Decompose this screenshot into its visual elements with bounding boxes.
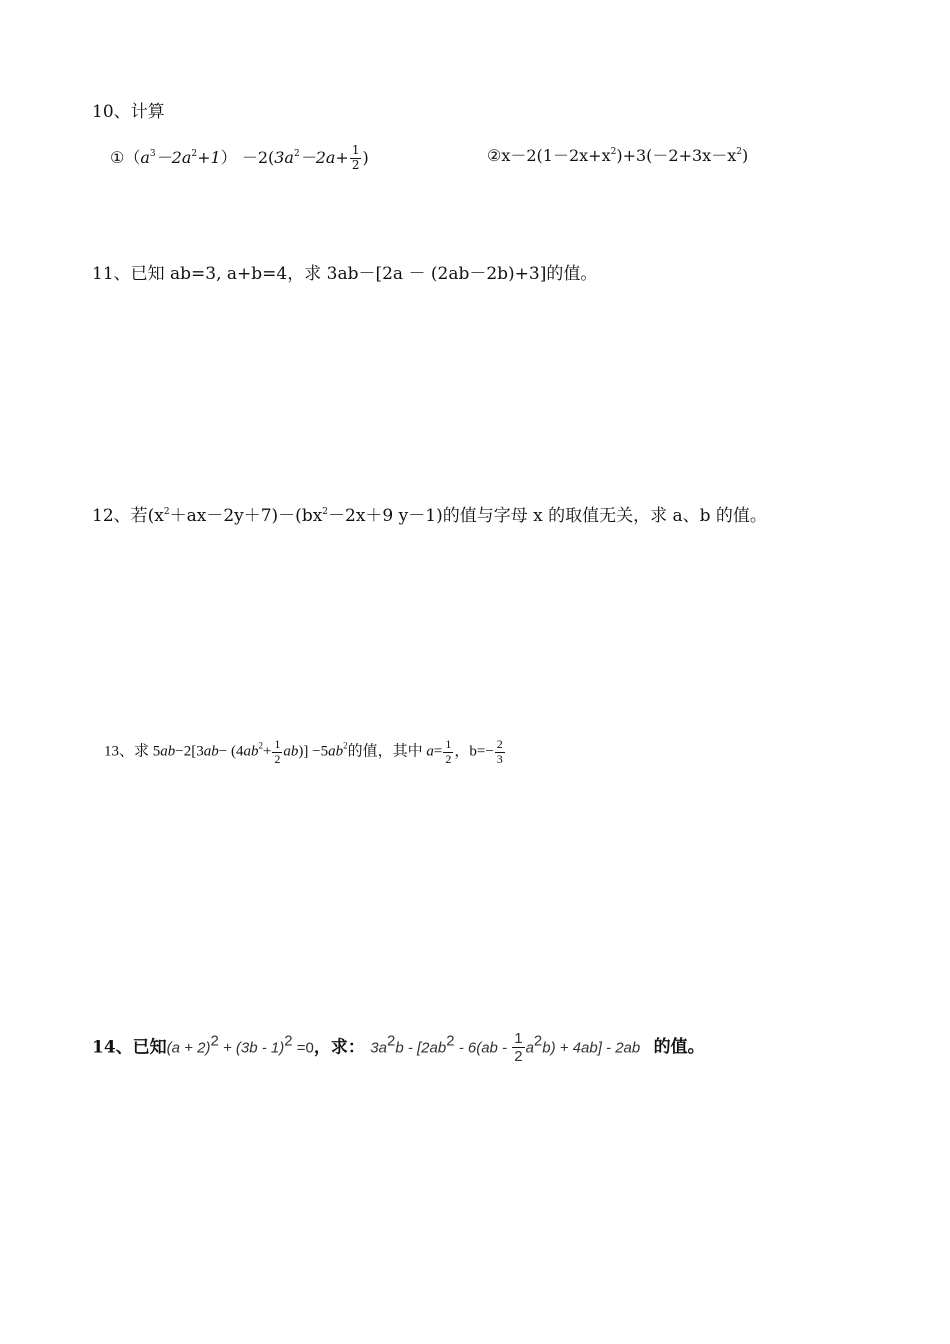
q14-cond-exp: 2 <box>210 1032 219 1050</box>
q13-ab4: ab <box>283 743 299 760</box>
q12-exp1: 2 <box>163 507 170 517</box>
q13-mid4: 的值，其中 <box>347 743 427 760</box>
q10-part1-marker: ① <box>110 147 125 167</box>
q13-a-fraction <box>443 738 453 767</box>
q10-title: 10、计算 <box>92 102 165 122</box>
q13-pre: 13、求 5 <box>104 743 161 760</box>
q13-fraction <box>272 738 282 767</box>
q10-part2-pre: x－2(1－2x+x <box>501 146 611 165</box>
fraction-denominator: 2 <box>351 157 360 172</box>
q13-b-part: ，b=− <box>454 743 494 760</box>
q13-plus: + <box>262 743 272 760</box>
q13-text <box>104 738 506 767</box>
q12-post: －2x＋9 y－1)的值与字母 x 的取值无关，求 a、b 的值。 <box>328 506 767 526</box>
q10-part1-t5: －2a+ <box>299 147 349 167</box>
q10-part1-open: （ <box>124 147 141 167</box>
q14-expr-b: b - [2ab <box>395 1039 447 1057</box>
q13-a-var: a <box>426 743 434 760</box>
q14-expr-a: 3a <box>370 1039 387 1057</box>
q10-part2-exp2: 2 <box>736 147 742 157</box>
q14-cond: (a + 2) <box>166 1039 211 1057</box>
q13-ab2: ab <box>203 743 219 760</box>
q12-exp2: 2 <box>322 507 329 517</box>
q14-expr-d-exp: 2 <box>533 1032 543 1050</box>
q14-expr-b-exp: 2 <box>446 1032 455 1050</box>
fraction-denominator: 3 <box>496 751 503 766</box>
q10-part2-marker: ② <box>487 146 502 165</box>
q10-part1-close: ） <box>220 147 237 167</box>
q14-expr-c: - 6(ab - <box>454 1039 512 1057</box>
q14-cond-end: =0 <box>292 1039 314 1057</box>
q10-part1-fraction <box>350 144 362 173</box>
q10-part1-t4-exp: 2 <box>293 148 300 159</box>
q14-expr-a-exp: 2 <box>386 1032 396 1050</box>
q10-part2-mid: )+3(－2+3x－x <box>616 146 737 165</box>
q10-part2 <box>487 148 748 164</box>
q13-mid3: )] −5 <box>298 743 329 760</box>
q14-cond2-exp: 2 <box>284 1032 293 1050</box>
q14-text <box>92 1030 705 1066</box>
q10-part1-t4: 3a <box>274 147 294 167</box>
q10-part1-t1-exp: 3 <box>149 148 156 159</box>
q14-ask: ，求： <box>313 1037 365 1058</box>
q10-part1-mid: －2 <box>241 147 268 167</box>
q10-part1-t1: a <box>140 147 150 167</box>
fraction-numerator: 1 <box>351 143 360 157</box>
q13-exp2: 2 <box>343 740 348 751</box>
q10-part1-t2-exp: 2 <box>191 148 198 159</box>
q10-part1-open2: ( <box>268 147 275 167</box>
fraction-denominator: 2 <box>445 751 452 766</box>
q13-ab1: ab <box>160 743 176 760</box>
q12-text <box>92 508 767 525</box>
q10-part2-post: ) <box>741 146 749 165</box>
q13-mid1: −2[3 <box>175 743 204 760</box>
fraction-denominator: 2 <box>274 751 281 766</box>
q14-cond2: + (3b - 1) <box>218 1039 285 1057</box>
q13-ab5: ab <box>328 743 344 760</box>
q10-part1-t3: +1 <box>197 147 221 167</box>
fraction-numerator: 2 <box>496 737 503 751</box>
q13-eq: = <box>433 743 443 760</box>
fraction-denominator: 2 <box>514 1048 523 1066</box>
q10-part1-t2: －2a <box>155 147 192 167</box>
q14-fraction <box>512 1030 524 1066</box>
q12-pre: 12、若(x <box>92 506 164 526</box>
q13-mid2: − (4 <box>218 743 244 760</box>
q14-label: 14、已知 <box>92 1037 167 1058</box>
q14-expr-d: a <box>525 1039 534 1057</box>
q13-b-fraction <box>495 738 505 767</box>
q10-part1 <box>110 144 369 173</box>
q14-expr-e: b) + 4ab] - 2ab <box>542 1039 641 1057</box>
q13-ab3: ab <box>243 743 259 760</box>
fraction-numerator: 1 <box>274 737 281 751</box>
q13-exp1: 2 <box>258 740 263 751</box>
fraction-numerator: 1 <box>445 737 452 751</box>
q11-text: 11、已知 ab=3, a+b=4，求 3ab－[2a － (2ab－2b)+3]的值。 <box>92 264 598 284</box>
q10-part1-close2: ) <box>362 147 369 167</box>
q10-part2-exp1: 2 <box>610 147 617 157</box>
fraction-numerator: 1 <box>514 1030 523 1047</box>
q14-tail: 的值。 <box>653 1037 705 1058</box>
q12-mid1: ＋ax－2y＋7)－(bx <box>169 506 323 526</box>
